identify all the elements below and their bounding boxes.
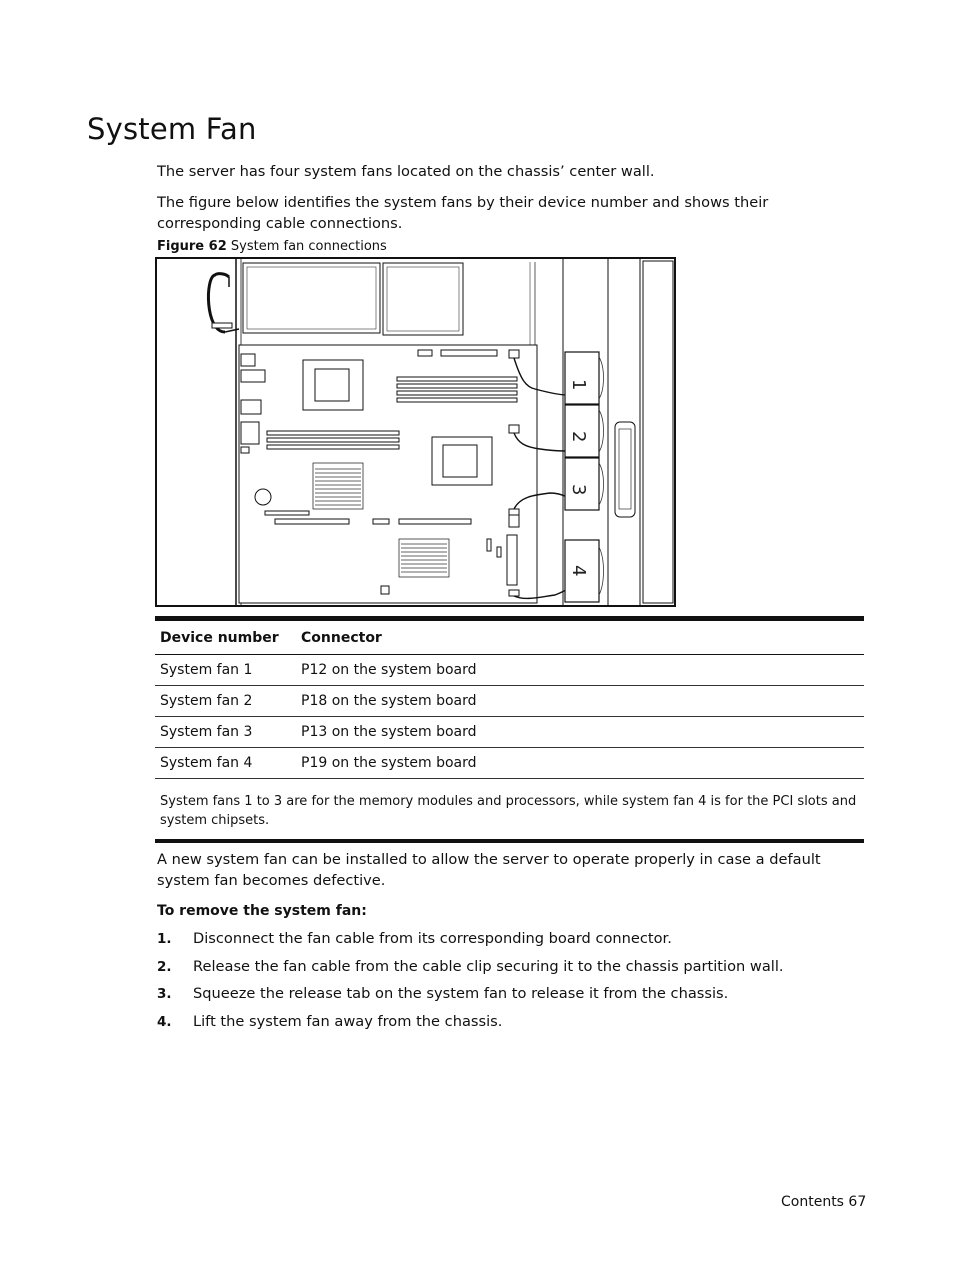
step-number: 3. bbox=[157, 986, 172, 1002]
step-text: Squeeze the release tab on the system fan to release it from the chassis. bbox=[193, 985, 729, 1002]
cell-device: System fan 1 bbox=[155, 655, 296, 686]
step-text: Disconnect the fan cable from its corresponding board connector. bbox=[193, 930, 672, 947]
fan-label-1: 1 bbox=[568, 379, 589, 391]
header-connector: Connector bbox=[296, 619, 864, 655]
table-row bbox=[155, 655, 864, 686]
header-device-number: Device number bbox=[155, 619, 296, 655]
step-number: 2. bbox=[157, 958, 172, 975]
table-row bbox=[155, 686, 864, 717]
cell-connector: P13 on the system board bbox=[296, 717, 864, 748]
cell-device: System fan 4 bbox=[155, 748, 296, 779]
cell-connector: P12 on the system board bbox=[296, 655, 864, 686]
cell-connector: P19 on the system board bbox=[296, 748, 864, 779]
step-number: 4. bbox=[157, 1013, 172, 1030]
cell-device: System fan 3 bbox=[155, 717, 296, 748]
table-note-row bbox=[155, 779, 864, 842]
table-row bbox=[155, 748, 864, 779]
page-title: System Fan bbox=[87, 112, 257, 146]
figure-label: Figure 62 bbox=[157, 239, 227, 254]
fan-label-3: 3 bbox=[568, 484, 589, 496]
figure-caption-text: System fan connections bbox=[230, 239, 387, 254]
figure-caption bbox=[157, 239, 387, 254]
fan-label-4: 4 bbox=[568, 565, 589, 577]
fan-connector-table bbox=[155, 616, 864, 843]
cell-connector: P18 on the system board bbox=[296, 686, 864, 717]
after-table-paragraph: A new system fan can be installed to allow the server to operate properly in case a default system fan becomes defective. bbox=[157, 851, 821, 889]
page-footer[interactable]: Contents 67 bbox=[781, 1194, 867, 1210]
table-row bbox=[155, 717, 864, 748]
intro-paragraph-1: The server has four system fans located on the chassis’ center wall. bbox=[157, 163, 655, 180]
step-number: 1. bbox=[157, 931, 172, 947]
fan-label-2: 2 bbox=[568, 431, 589, 443]
step-text: Lift the system fan away from the chassis. bbox=[193, 1012, 503, 1030]
procedure-heading: To remove the system fan: bbox=[157, 903, 367, 919]
system-fan-diagram bbox=[155, 257, 676, 607]
table-note: System fans 1 to 3 are for the memory modules and processors, while system fan 4 is for the PCI slots and system chipsets. bbox=[155, 779, 864, 842]
step-text: Release the fan cable from the cable clip securing it to the chassis partition wall. bbox=[193, 957, 784, 975]
intro-paragraph-2: The figure below identifies the system fans by their device number and shows their corresponding cable connections. bbox=[157, 194, 769, 232]
cell-device: System fan 2 bbox=[155, 686, 296, 717]
